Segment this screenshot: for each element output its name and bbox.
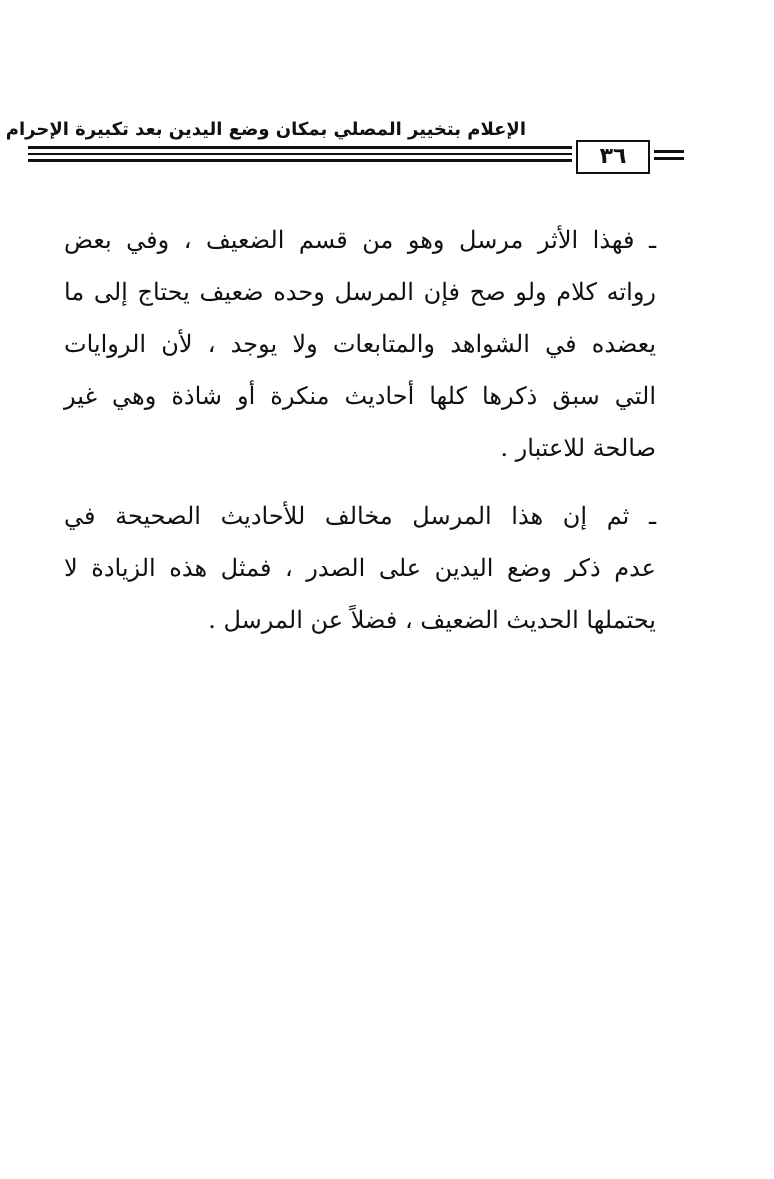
body-text — [64, 214, 656, 662]
header-rule-middle — [28, 153, 572, 155]
text-line: عدم ذكر وضع اليدين على الصدر ، فمثل هذه الزيادة لا — [64, 554, 656, 582]
paragraph-1 — [64, 214, 656, 474]
page-number: ٣٦ — [576, 140, 650, 174]
running-header — [5, 112, 656, 178]
paragraph-2 — [64, 490, 656, 646]
text-line: صالحة للاعتبار . — [500, 434, 656, 462]
header-title: الإعلام بتخيير المصلي بمكان وضع اليدين بعد تكبيرة الإحرام — [5, 119, 526, 140]
text-line: رواته كلام ولو صح فإن المرسل وحده ضعيف يحتاج إلى ما — [64, 278, 656, 306]
text-line: يعضده في الشواهد والمتابعات ولا يوجد ، لأن الروايات — [64, 330, 656, 358]
text-line: ـ فهذا الأثر مرسل وهو من قسم الضعيف ، وفي بعض — [64, 226, 656, 254]
page-number-rule-bottom — [654, 157, 684, 160]
header-rule-bottom — [28, 159, 572, 162]
text-line: ـ ثم إن هذا المرسل مخالف للأحاديث الصحيحة في — [64, 502, 656, 530]
page-number-rule-top — [654, 150, 684, 153]
text-line: التي سبق ذكرها كلها أحاديث منكرة أو شاذة وهي غير — [64, 382, 656, 410]
text-line: يحتملها الحديث الضعيف ، فضلاً عن المرسل . — [208, 606, 656, 634]
header-rule-top — [28, 146, 572, 149]
